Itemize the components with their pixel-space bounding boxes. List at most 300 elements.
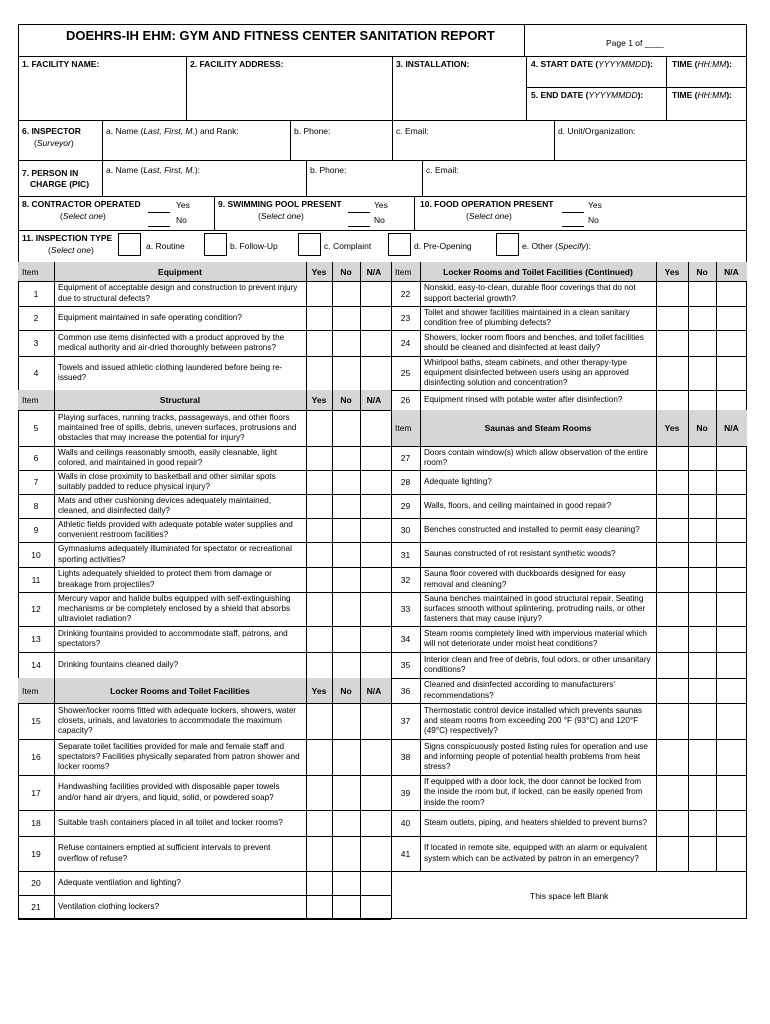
question-text [424, 391, 652, 409]
question-2: Equipment maintained in safe operating condition? [58, 312, 242, 322]
answer-na-cell-31[interactable] [716, 542, 747, 567]
routine-label: a. Routine [146, 241, 185, 251]
answer-no-cell-24[interactable] [688, 330, 716, 356]
question-38: Signs conspicuously posted listing rules for operation and use and informing people of potential health problems from heat stress? [424, 741, 648, 772]
answer-yes-cell-7[interactable] [306, 470, 332, 494]
section-title-structural: Structural [159, 395, 201, 405]
pool-yes-label: Yes [374, 200, 388, 210]
item-number: 8 [33, 501, 39, 511]
answer-no-cell-5[interactable] [332, 410, 360, 446]
question-26: Equipment rinsed with potable water after disinfection? [424, 394, 623, 404]
answer-na-cell-34[interactable] [716, 626, 747, 652]
question-text [424, 447, 652, 469]
answer-no-cell-6[interactable] [332, 446, 360, 470]
question-text [58, 704, 302, 738]
answer-na-cell-1[interactable] [360, 281, 388, 306]
item-number: 35 [400, 660, 411, 670]
answer-na-cell-39[interactable] [716, 775, 747, 810]
question-5: Playing surfaces, running tracks, passageways, and other floors maintained free of spills, debris, uneven surfaces, protrusions and obstacles that may increase the potential for injury? [58, 412, 297, 443]
answer-yes-cell-24[interactable] [656, 330, 688, 356]
answer-na-cell-41[interactable] [716, 836, 747, 871]
answer-na-cell-15[interactable] [360, 703, 388, 739]
item-number: 31 [400, 549, 411, 560]
na-col-header: N/A [724, 266, 739, 277]
answer-yes-cell-8[interactable] [306, 494, 332, 518]
question-29: Walls, floors, and ceiling maintained in good repair? [424, 500, 612, 510]
pool-yes-blank[interactable] [348, 212, 370, 213]
na-col-header: N/A [366, 266, 382, 277]
answer-yes-cell-9[interactable] [306, 518, 332, 542]
form-title: DOEHRS-IH EHM: GYM AND FITNESS CENTER SANITATION REPORT [66, 28, 495, 43]
question-text [58, 837, 302, 870]
answer-na-cell-29[interactable] [716, 494, 747, 518]
yes-col-header: Yes [311, 685, 327, 696]
answer-no-cell-19[interactable] [332, 836, 360, 871]
answer-na-cell-5[interactable] [360, 410, 388, 446]
question-35: Interior clean and free of debris, foul odors, or other unsanitary conditions? [424, 654, 651, 674]
question-text [58, 627, 302, 651]
complaint-label: c. Complaint [324, 241, 372, 251]
question-4: Towels and issued athletic clothing laundered before being re-issued? [58, 362, 283, 382]
question-text [58, 811, 302, 835]
answer-no-cell-10[interactable] [332, 542, 360, 567]
answer-na-cell-21[interactable] [360, 895, 388, 919]
answer-yes-cell-17[interactable] [306, 775, 332, 810]
facility-address-label: 2. FACILITY ADDRESS: [190, 59, 284, 69]
answer-yes-cell-39[interactable] [656, 775, 688, 810]
answer-yes-cell-21[interactable] [306, 895, 332, 919]
answer-no-cell-30[interactable] [688, 518, 716, 542]
answer-no-cell-34[interactable] [688, 626, 716, 652]
yes-col-header: Yes [664, 266, 680, 277]
section-title-locker-cont: Locker Rooms and Toilet Facilities (Continued) [443, 266, 633, 277]
item-number: 13 [31, 634, 41, 644]
answer-yes-cell-26[interactable] [656, 390, 688, 410]
answer-na-cell-24[interactable] [716, 330, 747, 356]
answer-yes-cell-33[interactable] [656, 592, 688, 626]
answer-yes-cell-16[interactable] [306, 739, 332, 775]
contractor-no-label: No [176, 215, 187, 225]
answer-na-cell-8[interactable] [360, 494, 388, 518]
follow-up-label: b. Follow-Up [230, 241, 278, 251]
answer-no-cell-15[interactable] [332, 703, 360, 739]
answer-no-cell-20[interactable] [332, 871, 360, 895]
question-23: Toilet and shower facilities maintained in a clean sanitary condition free of plumbing defects? [424, 307, 630, 327]
item-number: 27 [400, 453, 411, 463]
answer-no-cell-8[interactable] [332, 494, 360, 518]
question-13: Drinking fountains provided to accommodate staff, patrons, and spectators? [58, 628, 288, 648]
inspector-name-label: a. Name (Last, First, M.) and Rank: [106, 126, 239, 136]
answer-no-cell-9[interactable] [332, 518, 360, 542]
inspector-email-label: c. Email: [396, 126, 429, 136]
answer-yes-cell-25[interactable] [656, 356, 688, 390]
question-text [424, 543, 652, 566]
question-20: Adequate ventilation and lighting? [58, 877, 181, 887]
question-text [58, 543, 302, 566]
answer-no-cell-12[interactable] [332, 592, 360, 626]
question-text [58, 282, 302, 305]
pic-name-label: a. Name (Last, First, M.): [106, 165, 201, 175]
pool-select-one: (Select one) [258, 211, 304, 221]
question-text [424, 740, 652, 774]
question-text [58, 740, 302, 774]
question-9: Athletic fields provided with adequate potable water supplies and convenient restroom facilities? [58, 519, 293, 539]
answer-yes-cell-3[interactable] [306, 330, 332, 356]
item-number: 19 [31, 848, 41, 859]
inspector-phone-label: b. Phone: [294, 126, 331, 136]
answer-na-cell-12[interactable] [360, 592, 388, 626]
answer-na-cell-35[interactable] [716, 652, 747, 678]
item-number: 14 [31, 660, 41, 670]
question-text [424, 331, 652, 355]
answer-na-cell-26[interactable] [716, 390, 747, 410]
answer-na-cell-11[interactable] [360, 567, 388, 592]
food-select-one: (Select one) [466, 211, 512, 221]
other-checkbox[interactable] [496, 233, 519, 256]
answer-yes-cell-10[interactable] [306, 542, 332, 567]
answer-no-cell-25[interactable] [688, 356, 716, 390]
item-number: 3 [33, 338, 39, 348]
answer-no-cell-29[interactable] [688, 494, 716, 518]
item-number: 34 [400, 634, 411, 644]
answer-yes-cell-1[interactable] [306, 281, 332, 306]
answer-na-cell-7[interactable] [360, 470, 388, 494]
answer-no-cell-35[interactable] [688, 652, 716, 678]
answer-no-cell-14[interactable] [332, 652, 360, 678]
question-36: Cleaned and disinfected according to manufacturers' recommendations? [424, 680, 615, 700]
answer-yes-cell-35[interactable] [656, 652, 688, 678]
answer-yes-cell-19[interactable] [306, 836, 332, 871]
na-col-header: N/A [366, 395, 382, 405]
item-number: 4 [33, 368, 39, 378]
follow-up-checkbox[interactable] [204, 233, 227, 256]
answer-no-cell-38[interactable] [688, 739, 716, 775]
item-number: 15 [31, 716, 41, 726]
answer-no-cell-18[interactable] [332, 810, 360, 836]
item-number: 5 [33, 423, 39, 433]
question-27: Doors contain window(s) which allow observation of the entire room? [424, 447, 648, 467]
answer-no-cell-40[interactable] [688, 810, 716, 836]
answer-no-cell-17[interactable] [332, 775, 360, 810]
item-number: 9 [33, 525, 39, 535]
question-text [424, 704, 652, 738]
yes-col-header: Yes [311, 266, 327, 277]
pool-no-blank[interactable] [348, 226, 370, 227]
answer-no-cell-13[interactable] [332, 626, 360, 652]
item-number: 24 [400, 338, 411, 348]
answer-yes-cell-29[interactable] [656, 494, 688, 518]
answer-no-cell-31[interactable] [688, 542, 716, 567]
answer-no-cell-28[interactable] [688, 470, 716, 494]
item-number: 28 [400, 477, 411, 487]
item-number: 18 [31, 818, 41, 828]
question-text [424, 837, 652, 870]
item-number: 7 [33, 477, 39, 487]
answer-yes-cell-4[interactable] [306, 356, 332, 390]
answer-yes-cell-22[interactable] [656, 281, 688, 306]
no-col-header: No [696, 423, 708, 433]
answer-na-cell-37[interactable] [716, 703, 747, 739]
answer-yes-cell-40[interactable] [656, 810, 688, 836]
answer-no-cell-21[interactable] [332, 895, 360, 919]
item-number: 29 [400, 501, 411, 511]
question-text [58, 447, 302, 469]
item-number: 40 [400, 818, 411, 828]
start-date-label: 4. START DATE (YYYYMMDD): [531, 59, 654, 69]
yes-col-header: Yes [664, 423, 680, 433]
answer-yes-cell-30[interactable] [656, 518, 688, 542]
answer-no-cell-22[interactable] [688, 281, 716, 306]
food-yes-blank[interactable] [562, 212, 584, 213]
question-3: Common use items disinfected with a product approved by the medical authority and air-dried thoroughly between patrons? [58, 332, 285, 352]
pre-opening-label: d. Pre-Opening [414, 241, 472, 251]
pool-label: 9. SWIMMING POOL PRESENT [218, 199, 342, 209]
answer-na-cell-17[interactable] [360, 775, 388, 810]
answer-no-cell-16[interactable] [332, 739, 360, 775]
answer-yes-cell-2[interactable] [306, 306, 332, 330]
contractor-select-one: (Select one) [60, 211, 106, 221]
answer-yes-cell-38[interactable] [656, 739, 688, 775]
answer-yes-cell-20[interactable] [306, 871, 332, 895]
food-yes-label: Yes [588, 200, 602, 210]
question-18: Suitable trash containers placed in all toilet and locker rooms? [58, 817, 283, 827]
question-24: Showers, locker room floors and benches, and toilet facilities should be cleaned and disinfected at least daily? [424, 332, 644, 352]
answer-na-cell-14[interactable] [360, 652, 388, 678]
pic-phone-label: b. Phone: [310, 165, 347, 175]
item-number: 16 [31, 752, 41, 762]
yes-col-header: Yes [311, 395, 327, 405]
facility-name-label: 1. FACILITY NAME: [22, 59, 100, 69]
question-12: Mercury vapor and halide bulbs equipped with self-extinguishing mechanisms or be completely enclosed by a shield that absorbs ultraviolet radiation? [58, 593, 291, 624]
answer-na-cell-2[interactable] [360, 306, 388, 330]
question-30: Benches constructed and installed to permit easy cleaning? [424, 524, 640, 534]
contractor-label: 8. CONTRACTOR OPERATED [22, 199, 141, 209]
question-text [424, 811, 652, 835]
question-text [58, 357, 302, 389]
answer-no-cell-36[interactable] [688, 678, 716, 703]
na-col-header: N/A [724, 423, 739, 433]
answer-no-cell-3[interactable] [332, 330, 360, 356]
question-8: Mats and other cushioning devices adequately maintained, cleaned, and disinfected daily? [58, 495, 272, 515]
question-11: Lights adequately shielded to protect them from damage or breakage from projectiles? [58, 569, 272, 589]
other-label: e. Other (Specify): [522, 241, 591, 251]
answer-no-cell-1[interactable] [332, 281, 360, 306]
question-21: Ventilation clothing lockers? [58, 901, 160, 911]
end-date-label: 5. END DATE (YYYYMMDD): [531, 90, 644, 100]
item-number: 1 [33, 288, 39, 299]
question-41: If located in remote site, equipped with an alarm or equivalent system which can be activated by patron in an emergency? [424, 843, 648, 863]
inspector-label: 6. INSPECTOR [22, 126, 81, 136]
item-number: 32 [400, 574, 411, 585]
question-19: Refuse containers emptied at sufficient intervals to prevent overflow of refuse? [58, 843, 271, 863]
item-number: 11 [31, 574, 41, 585]
answer-yes-cell-18[interactable] [306, 810, 332, 836]
question-text [58, 307, 302, 329]
answer-no-cell-27[interactable] [688, 446, 716, 470]
item-number: 37 [400, 716, 411, 726]
answer-na-cell-18[interactable] [360, 810, 388, 836]
food-no-blank[interactable] [562, 226, 584, 227]
question-34: Steam rooms completely lined with impervious material which will not deteriorate under moist heat conditions? [424, 628, 647, 648]
pic-email-label: c. Email: [426, 165, 459, 175]
section-title-saunas: Saunas and Steam Rooms [484, 423, 592, 433]
question-17: Handwashing facilities provided with disposable paper towels and/or hand air dryers, and liquid, solid, or powdered soap? [58, 782, 280, 802]
answer-no-cell-2[interactable] [332, 306, 360, 330]
question-39: If equipped with a door lock, the door cannot be locked from the inside the room but, if locked, can be easily opened from inside the room? [424, 777, 643, 807]
question-10: Gymnasiums adequately illuminated for spectator or recreational sporting activities? [58, 544, 292, 564]
question-text [424, 282, 652, 305]
answer-no-cell-32[interactable] [688, 567, 716, 592]
question-text [58, 896, 302, 918]
complaint-checkbox[interactable] [298, 233, 321, 256]
question-16: Separate toilet facilities provided for male and female staff and spectators? Facilities physically separated from patron shower and locker rooms? [58, 741, 300, 772]
question-text [58, 776, 302, 809]
item-col-header: Item [395, 266, 412, 277]
question-text [58, 495, 302, 517]
question-text [58, 519, 302, 541]
food-no-label: No [588, 215, 599, 225]
item-number: 6 [33, 453, 39, 463]
answer-no-cell-33[interactable] [688, 592, 716, 626]
question-text [58, 411, 302, 445]
answer-no-cell-41[interactable] [688, 836, 716, 871]
answer-na-cell-40[interactable] [716, 810, 747, 836]
no-col-header: No [340, 685, 352, 696]
answer-na-cell-22[interactable] [716, 281, 747, 306]
question-text [58, 653, 302, 677]
question-15: Shower/locker rooms fitted with adequate lockers, showers, water closets, urinals, and lavatories to accommodate the maximum capacity? [58, 705, 296, 736]
item-number: 38 [400, 752, 411, 762]
question-text [424, 568, 652, 591]
question-40: Steam outlets, piping, and heaters shielded to prevent burns? [424, 817, 648, 827]
answer-yes-cell-28[interactable] [656, 470, 688, 494]
question-22: Nonskid, easy-to-clean, durable floor coverings that do not support bacterial growth? [424, 283, 636, 303]
answer-na-cell-27[interactable] [716, 446, 747, 470]
pre-opening-checkbox[interactable] [388, 233, 411, 256]
answer-yes-cell-34[interactable] [656, 626, 688, 652]
section-title-equipment: Equipment [158, 266, 202, 277]
answer-yes-cell-11[interactable] [306, 567, 332, 592]
item-number: 2 [33, 313, 39, 323]
no-col-header: No [340, 266, 352, 277]
answer-yes-cell-15[interactable] [306, 703, 332, 739]
answer-yes-cell-5[interactable] [306, 410, 332, 446]
answer-na-cell-28[interactable] [716, 470, 747, 494]
answer-na-cell-30[interactable] [716, 518, 747, 542]
question-text [424, 307, 652, 329]
question-text [424, 776, 652, 809]
answer-na-cell-9[interactable] [360, 518, 388, 542]
answer-no-cell-11[interactable] [332, 567, 360, 592]
answer-na-cell-25[interactable] [716, 356, 747, 390]
item-number: 12 [31, 604, 41, 614]
answer-na-cell-33[interactable] [716, 592, 747, 626]
question-33: Sauna benches maintained in good structural repair. Seating surfaces smooth without splintering, protruding nails, or other fasteners that may cause injury? [424, 593, 646, 624]
inspection-select-one: (Select one) [48, 245, 94, 255]
no-col-header: No [340, 395, 352, 405]
start-time-label: TIME (HH:MM): [672, 59, 732, 69]
answer-na-cell-4[interactable] [360, 356, 388, 390]
food-label: 10. FOOD OPERATION PRESENT [420, 199, 554, 209]
item-number: 20 [31, 878, 41, 888]
answer-no-cell-37[interactable] [688, 703, 716, 739]
item-col-header: Item [22, 395, 39, 405]
section-title-locker: Locker Rooms and Toilet Facilities [110, 685, 250, 696]
question-text [424, 471, 652, 493]
blank-space-note: This space left Blank [530, 891, 609, 901]
contractor-yes-blank[interactable] [148, 212, 170, 213]
answer-na-cell-10[interactable] [360, 542, 388, 567]
question-37: Thermostatic control device installed which prevents saunas and steam rooms from exceeding 200 °F (93°C) and 120°F (49°C) respectively? [424, 705, 642, 736]
answer-yes-cell-37[interactable] [656, 703, 688, 739]
answer-no-cell-23[interactable] [688, 306, 716, 330]
pic-label-line1: 7. PERSON IN [22, 168, 79, 178]
question-text [424, 495, 652, 517]
answer-yes-cell-23[interactable] [656, 306, 688, 330]
question-28: Adequate lighting? [424, 476, 492, 486]
answer-na-cell-32[interactable] [716, 567, 747, 592]
answer-no-cell-7[interactable] [332, 470, 360, 494]
answer-yes-cell-41[interactable] [656, 836, 688, 871]
answer-no-cell-26[interactable] [688, 390, 716, 410]
answer-yes-cell-32[interactable] [656, 567, 688, 592]
item-number: 25 [400, 368, 411, 378]
answer-yes-cell-27[interactable] [656, 446, 688, 470]
item-number: 41 [400, 848, 411, 859]
question-31: Saunas constructed of rot resistant synthetic woods? [424, 549, 616, 559]
answer-na-cell-38[interactable] [716, 739, 747, 775]
routine-checkbox[interactable] [118, 233, 141, 256]
inspection-type-label: 11. INSPECTION TYPE [22, 233, 113, 243]
installation-label: 3. INSTALLATION: [396, 59, 470, 69]
answer-na-cell-23[interactable] [716, 306, 747, 330]
answer-na-cell-36[interactable] [716, 678, 747, 703]
answer-yes-cell-13[interactable] [306, 626, 332, 652]
surveyor-label: (Surveyor) [34, 138, 74, 148]
answer-yes-cell-12[interactable] [306, 592, 332, 626]
answer-na-cell-6[interactable] [360, 446, 388, 470]
item-number: 10 [31, 549, 41, 560]
question-text [424, 357, 652, 389]
item-number: 23 [400, 313, 411, 323]
no-col-header: No [696, 266, 708, 277]
answer-yes-cell-14[interactable] [306, 652, 332, 678]
question-text [424, 627, 652, 651]
contractor-yes-label: Yes [176, 200, 190, 210]
answer-na-cell-3[interactable] [360, 330, 388, 356]
question-text [58, 872, 302, 894]
answer-na-cell-19[interactable] [360, 836, 388, 871]
question-text [58, 331, 302, 355]
answer-no-cell-4[interactable] [332, 356, 360, 390]
contractor-no-blank[interactable] [148, 226, 170, 227]
answer-no-cell-39[interactable] [688, 775, 716, 810]
page-number: Page 1 of ____ [606, 38, 664, 48]
item-number: 22 [400, 288, 411, 299]
answer-yes-cell-36[interactable] [656, 678, 688, 703]
answer-na-cell-20[interactable] [360, 871, 388, 895]
answer-yes-cell-31[interactable] [656, 542, 688, 567]
item-number: 17 [31, 787, 41, 798]
answer-na-cell-13[interactable] [360, 626, 388, 652]
question-text [58, 568, 302, 591]
answer-na-cell-16[interactable] [360, 739, 388, 775]
item-number: 39 [400, 787, 411, 798]
item-number: 30 [400, 525, 411, 535]
answer-yes-cell-6[interactable] [306, 446, 332, 470]
end-time-label: TIME (HH:MM): [672, 90, 732, 100]
question-7: Walls in close proximity to basketball and other similar spots suitably padded to reduce physical injury? [58, 471, 276, 491]
